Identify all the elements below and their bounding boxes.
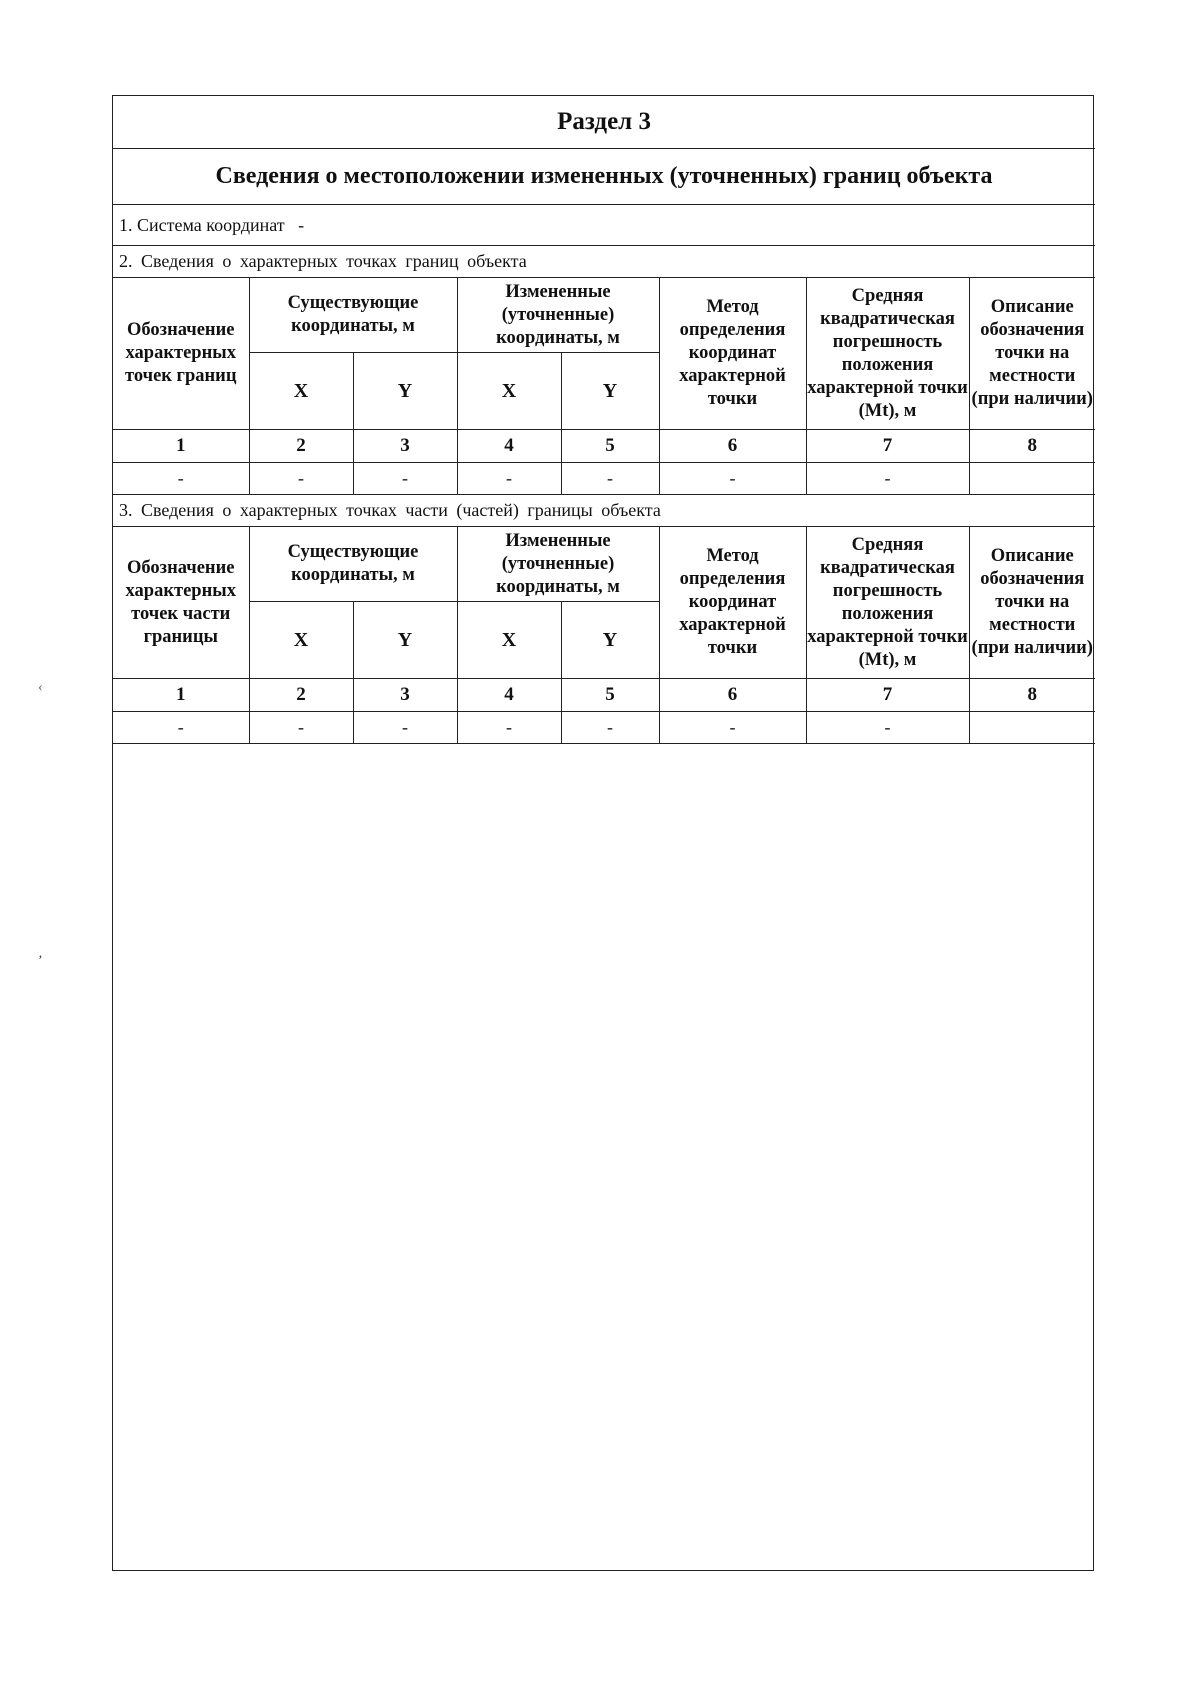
section-table bbox=[113, 96, 1095, 744]
table2-header-existing: Существующие координаты, м bbox=[249, 527, 457, 602]
section-title: Раздел 3 bbox=[113, 96, 1095, 149]
table1-cell: - bbox=[806, 463, 969, 495]
table2-col-number: 4 bbox=[457, 679, 561, 712]
table2-col-number: 2 bbox=[249, 679, 353, 712]
table1-header-x-changed: X bbox=[457, 353, 561, 430]
coord-system-label: 1. Система координат bbox=[119, 214, 285, 235]
table1-col-number: 8 bbox=[969, 430, 1095, 463]
table2-number-row bbox=[113, 679, 1095, 712]
table1-header-changed: Измененные (уточненные) координаты, м bbox=[457, 278, 659, 353]
table2-header-description: Описание обозначения точки на местности (при наличии) bbox=[969, 527, 1095, 679]
table2-col-number: 3 bbox=[353, 679, 457, 712]
table2-header-x-existing: X bbox=[249, 602, 353, 679]
table2-caption: 3. Сведения о характерных точках части (частей) границы объекта bbox=[113, 495, 1095, 527]
table1-header-designation: Обозначение характерных точек границ bbox=[113, 278, 249, 430]
table-row bbox=[113, 463, 1095, 495]
table1-header-description: Описание обозначения точки на местности (при наличии) bbox=[969, 278, 1095, 430]
table2-cell: - bbox=[249, 712, 353, 744]
table2-cell: - bbox=[353, 712, 457, 744]
table2-cell: - bbox=[113, 712, 249, 744]
section-subtitle: Сведения о местоположении измененных (уточненных) границ объекта bbox=[113, 149, 1095, 205]
coord-system-row bbox=[113, 205, 1095, 246]
table1-header-y-changed: Y bbox=[561, 353, 659, 430]
table1-header-y-existing: Y bbox=[353, 353, 457, 430]
table2-col-number: 8 bbox=[969, 679, 1095, 712]
table2-header-y-changed: Y bbox=[561, 602, 659, 679]
table1-col-number: 5 bbox=[561, 430, 659, 463]
table1-cell: - bbox=[457, 463, 561, 495]
table2-col-number: 6 bbox=[659, 679, 806, 712]
table2-header-designation: Обозначение характерных точек части границы bbox=[113, 527, 249, 679]
table1-header-method: Метод определения координат характерной точки bbox=[659, 278, 806, 430]
table2-header-x-changed: X bbox=[457, 602, 561, 679]
table1-cell: - bbox=[353, 463, 457, 495]
table1-header-x-existing: X bbox=[249, 353, 353, 430]
table1-header-existing: Существующие координаты, м bbox=[249, 278, 457, 353]
table2-cell: - bbox=[457, 712, 561, 744]
table1-col-number: 7 bbox=[806, 430, 969, 463]
table1-cell: - bbox=[113, 463, 249, 495]
table1-caption: 2. Сведения о характерных точках границ объекта bbox=[113, 246, 1095, 278]
table2-col-number: 5 bbox=[561, 679, 659, 712]
table1-col-number: 2 bbox=[249, 430, 353, 463]
scan-speck: ‹ bbox=[38, 680, 43, 695]
table1-number-row bbox=[113, 430, 1095, 463]
table2-cell: - bbox=[659, 712, 806, 744]
table2-col-number: 7 bbox=[806, 679, 969, 712]
table1-col-number: 3 bbox=[353, 430, 457, 463]
table2-cell bbox=[969, 712, 1095, 744]
table2-header-changed: Измененные (уточненные) координаты, м bbox=[457, 527, 659, 602]
table1-col-number: 4 bbox=[457, 430, 561, 463]
table2-header-error: Средняя квадратическая погрешность положения характерной точки (Mt), м bbox=[806, 527, 969, 679]
table1-header-error: Средняя квадратическая погрешность положения характерной точки (Mt), м bbox=[806, 278, 969, 430]
table1-col-number: 1 bbox=[113, 430, 249, 463]
table2-header-y-existing: Y bbox=[353, 602, 457, 679]
document-frame bbox=[112, 95, 1094, 1571]
table2-cell: - bbox=[561, 712, 659, 744]
table1-cell: - bbox=[249, 463, 353, 495]
coord-system-value: - bbox=[298, 214, 305, 235]
table1-cell: - bbox=[659, 463, 806, 495]
table1-col-number: 6 bbox=[659, 430, 806, 463]
table2-header-method: Метод определения координат характерной точки bbox=[659, 527, 806, 679]
table1-cell: - bbox=[561, 463, 659, 495]
table-row bbox=[113, 712, 1095, 744]
table1-cell bbox=[969, 463, 1095, 495]
table2-cell: - bbox=[806, 712, 969, 744]
table2-col-number: 1 bbox=[113, 679, 249, 712]
scan-speck: ‚ bbox=[38, 946, 43, 961]
